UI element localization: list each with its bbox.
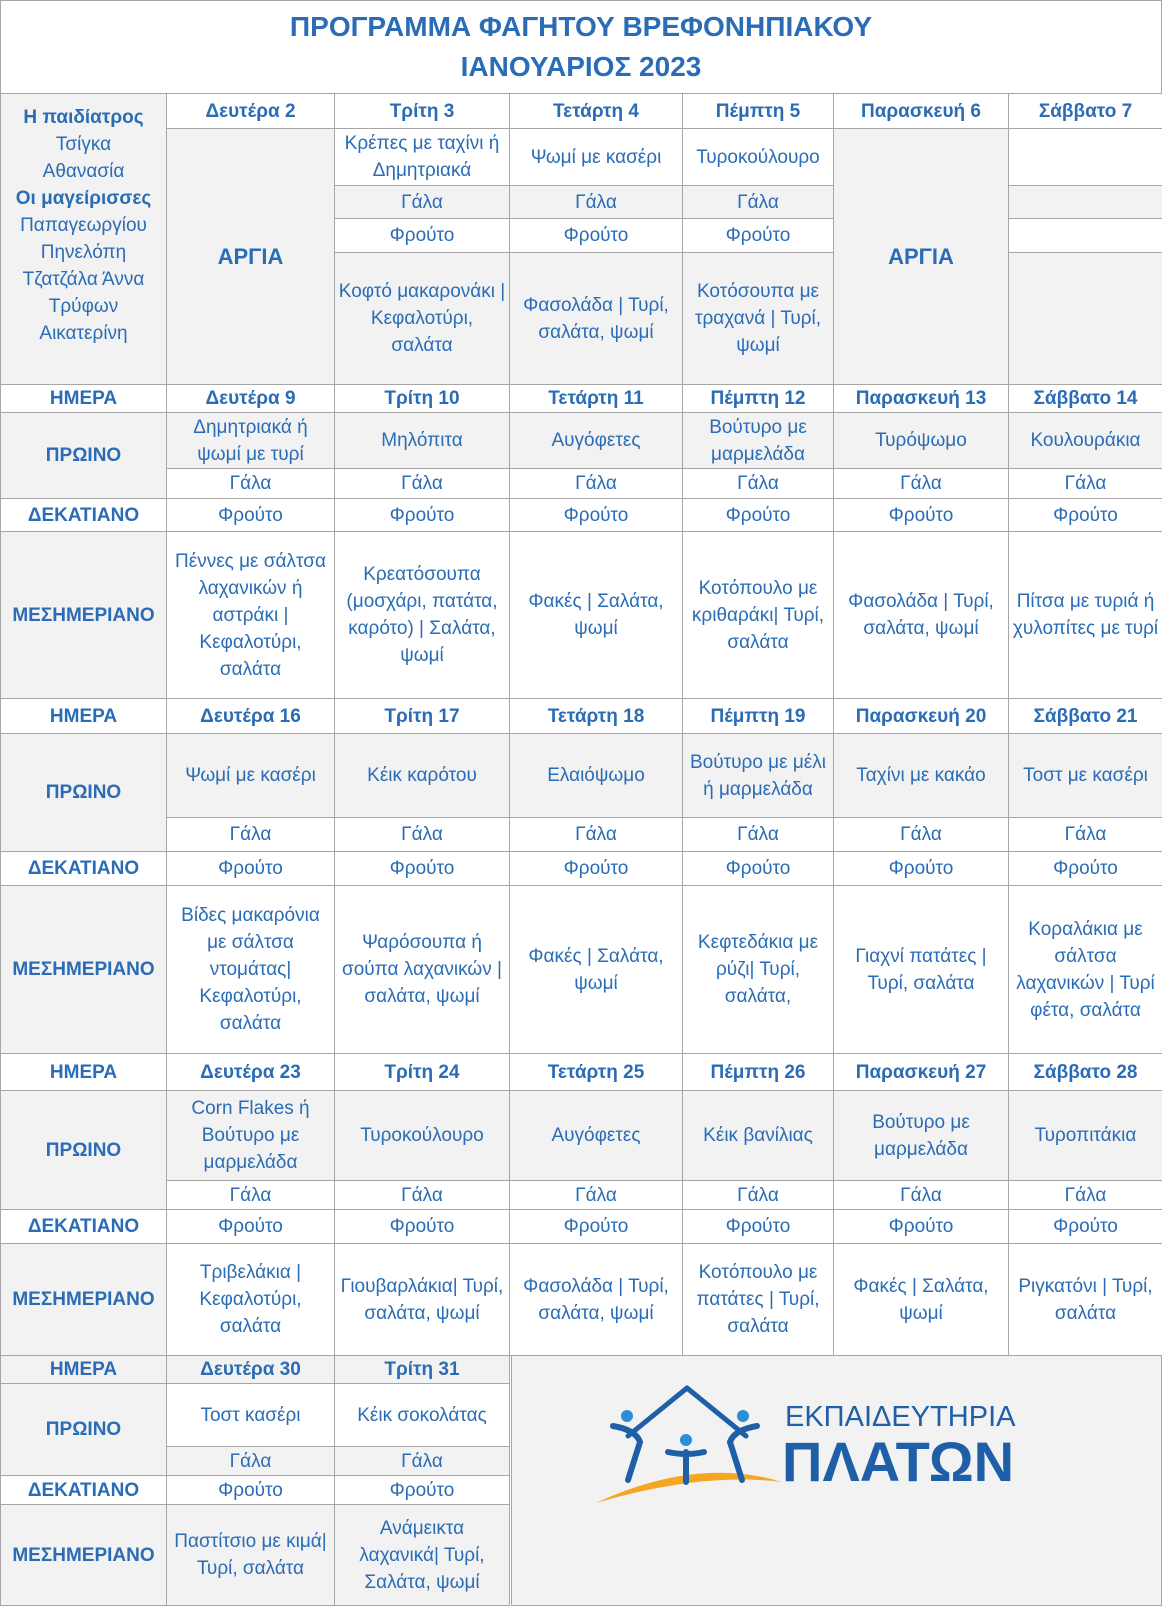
lunch-cell: Φασολάδα | Τυρί, σαλάτα, ψωμί	[509, 1243, 683, 1356]
row-label-breakfast: ΠΡΩΙΝΟ	[0, 1090, 167, 1210]
day-header: Τρίτη 3	[334, 93, 510, 129]
fruit-cell: Φρούτο	[833, 1209, 1009, 1244]
breakfast-cell: Τυροκούλουρο	[682, 128, 834, 186]
lunch-cell: Φασολάδα | Τυρί, σαλάτα, ψωμί	[833, 531, 1009, 699]
logo-figures-icon	[613, 1410, 757, 1482]
milk-cell: Γάλα	[833, 1180, 1009, 1210]
breakfast-cell: Ψωμί με κασέρι	[509, 128, 683, 186]
fruit-cell: Φρούτο	[166, 498, 335, 532]
staff-line: Πηνελόπη	[40, 242, 127, 263]
milk-cell: Γάλα	[334, 468, 510, 499]
breakfast-cell: Τοστ με κασέρι	[1008, 733, 1162, 818]
logo-roof-icon	[628, 1388, 746, 1436]
day-header: Τετάρτη 25	[509, 1053, 683, 1091]
milk-cell: Γάλα	[334, 1180, 510, 1210]
staff-line: Τζατζάλα Άννα	[22, 269, 145, 290]
day-header: Σάββατο 14	[1008, 384, 1162, 413]
row-label-day: ΗΜΕΡΑ	[0, 1053, 167, 1091]
fruit-cell: Φρούτο	[1008, 851, 1162, 886]
lunch-cell: Γιαχνί πατάτες | Τυρί, σαλάτα	[833, 885, 1009, 1054]
title-line-1: ΠΡΟΓΡΑΜΜΑ ΦΑΓΗΤΟΥ ΒΡΕΦΟΝΗΠΙΑΚΟΥ	[289, 11, 873, 42]
day-header: Σάββατο 7	[1008, 93, 1162, 129]
milk-cell: Γάλα	[509, 1180, 683, 1210]
day-header: Δευτέρα 23	[166, 1053, 335, 1091]
milk-cell: Γάλα	[334, 817, 510, 852]
row-label-snack: ΔΕΚΑΤΙΑΝΟ	[0, 498, 167, 532]
milk-cell: Γάλα	[833, 817, 1009, 852]
fruit-cell: Φρούτο	[166, 851, 335, 886]
fruit-cell: Φρούτο	[833, 498, 1009, 532]
breakfast-cell: Κουλουράκια	[1008, 412, 1162, 469]
breakfast-cell: Βούτυρο με μαρμελάδα	[682, 412, 834, 469]
row-label-snack: ΔΕΚΑΤΙΑΝΟ	[0, 851, 167, 886]
row-label-snack: ΔΕΚΑΤΙΑΝΟ	[0, 1209, 167, 1244]
fruit-cell: Φρούτο	[334, 851, 510, 886]
lunch-cell: Κρεατόσουπα (μοσχάρι, πατάτα, καρότο) | Σαλάτα, ψωμί	[334, 531, 510, 699]
lunch-cell: Φακές | Σαλάτα, ψωμί	[509, 531, 683, 699]
fruit-cell: Φρούτο	[682, 1209, 834, 1244]
lunch-cell: Γιουβαρλάκια| Τυρί, σαλάτα, ψωμί	[334, 1243, 510, 1356]
breakfast-cell: Ταχίνι με κακάο	[833, 733, 1009, 818]
day-header: Πέμπτη 12	[682, 384, 834, 413]
fruit-cell: Φρούτο	[682, 218, 834, 253]
breakfast-cell: Τυρόψωμο	[833, 412, 1009, 469]
milk-cell: Γάλα	[509, 185, 683, 219]
breakfast-cell: Ελαιόψωμο	[509, 733, 683, 818]
fruit-cell: Φρούτο	[509, 218, 683, 253]
fruit-cell: Φρούτο	[166, 1475, 335, 1505]
empty-cell	[1008, 185, 1162, 219]
breakfast-cell: Τυροκούλουρο	[334, 1090, 510, 1181]
milk-cell: Γάλα	[334, 185, 510, 219]
day-header: Δευτέρα 16	[166, 698, 335, 734]
day-header: Σάββατο 21	[1008, 698, 1162, 734]
breakfast-cell: Τυροπιτάκια	[1008, 1090, 1162, 1181]
day-header: Τετάρτη 11	[509, 384, 683, 413]
milk-cell: Γάλα	[334, 1446, 510, 1476]
logo-line-2: ΠΛΑΤΩΝ	[782, 1430, 1015, 1493]
fruit-cell: Φρούτο	[833, 851, 1009, 886]
day-header: Δευτέρα 9	[166, 384, 335, 413]
holiday-cell: ΑΡΓΙΑ	[166, 128, 335, 385]
title-line-2: ΙΑΝΟΥΑΡΙΟΣ 2023	[460, 51, 702, 82]
staff-line: Η παιδίατρος	[23, 107, 144, 128]
fruit-cell: Φρούτο	[334, 1209, 510, 1244]
day-header: Τετάρτη 4	[509, 93, 683, 129]
lunch-cell: Ψαρόσουπα ή σούπα λαχανικών | σαλάτα, ψωμί	[334, 885, 510, 1054]
lunch-cell: Ριγκατόνι | Τυρί, σαλάτα	[1008, 1243, 1162, 1356]
breakfast-cell: Κρέπες με ταχίνι ή Δημητριακά	[334, 128, 510, 186]
day-header: Δευτέρα 30	[166, 1355, 335, 1384]
breakfast-cell: Δημητριακά ή ψωμί με τυρί	[166, 412, 335, 469]
staff-line: Αικατερίνη	[39, 323, 128, 344]
staff-line: Αθανασία	[42, 161, 125, 182]
milk-cell: Γάλα	[1008, 817, 1162, 852]
day-header: Παρασκευή 27	[833, 1053, 1009, 1091]
milk-cell: Γάλα	[1008, 468, 1162, 499]
day-header: Πέμπτη 19	[682, 698, 834, 734]
lunch-cell: Βίδες μακαρόνια με σάλτσα ντομάτας| Κεφαλοτύρι, σαλάτα	[166, 885, 335, 1054]
page-title	[0, 0, 1162, 93]
breakfast-cell: Βούτυρο με μαρμελάδα	[833, 1090, 1009, 1181]
breakfast-cell: Corn Flakes ή Βούτυρο με μαρμελάδα	[166, 1090, 335, 1181]
day-header: Τρίτη 10	[334, 384, 510, 413]
holiday-cell: ΑΡΓΙΑ	[833, 128, 1009, 385]
milk-cell: Γάλα	[682, 185, 834, 219]
lunch-cell: Ανάμεικτα λαχανικά| Τυρί, Σαλάτα, ψωμί	[334, 1504, 510, 1606]
fruit-cell: Φρούτο	[166, 1209, 335, 1244]
day-header: Παρασκευή 6	[833, 93, 1009, 129]
staff-line: Παπαγεωργίου	[20, 215, 147, 236]
fruit-cell: Φρούτο	[1008, 1209, 1162, 1244]
fruit-cell: Φρούτο	[334, 498, 510, 532]
lunch-cell: Φακές | Σαλάτα, ψωμί	[509, 885, 683, 1054]
milk-cell: Γάλα	[509, 817, 683, 852]
day-header: Δευτέρα 2	[166, 93, 335, 129]
staff-panel	[0, 93, 167, 385]
staff-line: Τρύφων	[48, 296, 119, 317]
row-label-day: ΗΜΕΡΑ	[0, 384, 167, 413]
fruit-cell: Φρούτο	[334, 1475, 510, 1505]
logo-line-1: ΕΚΠΑΙΔΕΥΤΗΡΙΑ	[785, 1401, 1016, 1433]
empty-cell	[1008, 218, 1162, 253]
breakfast-cell: Τοστ κασέρι	[166, 1383, 335, 1447]
row-label-lunch: ΜΕΣΗΜΕΡΙΑΝΟ	[0, 531, 167, 699]
day-header: Τρίτη 17	[334, 698, 510, 734]
empty-cell	[1008, 252, 1162, 385]
milk-cell: Γάλα	[166, 468, 335, 499]
row-label-lunch: ΜΕΣΗΜΕΡΙΑΝΟ	[0, 1243, 167, 1356]
lunch-cell: Κοτόπουλο με πατάτες | Τυρί, σαλάτα	[682, 1243, 834, 1356]
fruit-cell: Φρούτο	[509, 851, 683, 886]
fruit-cell: Φρούτο	[1008, 498, 1162, 532]
lunch-cell: Κοφτό μακαρονάκι | Κεφαλοτύρι, σαλάτα	[334, 252, 510, 385]
milk-cell: Γάλα	[509, 468, 683, 499]
row-label-day: ΗΜΕΡΑ	[0, 1355, 167, 1384]
lunch-cell: Κοραλάκια με σάλτσα λαχανικών | Τυρί φέτα, σαλάτα	[1008, 885, 1162, 1054]
lunch-cell: Παστίτσιο με κιμά| Τυρί, σαλάτα	[166, 1504, 335, 1606]
day-header: Παρασκευή 13	[833, 384, 1009, 413]
lunch-cell: Φακές | Σαλάτα, ψωμί	[833, 1243, 1009, 1356]
breakfast-cell: Κέικ σοκολάτας	[334, 1383, 510, 1447]
fruit-cell: Φρούτο	[509, 1209, 683, 1244]
breakfast-cell: Μηλόπιτα	[334, 412, 510, 469]
row-label-breakfast: ΠΡΩΙΝΟ	[0, 412, 167, 499]
breakfast-cell: Αυγόφετες	[509, 1090, 683, 1181]
milk-cell: Γάλα	[833, 468, 1009, 499]
lunch-cell: Κοτόπουλο με κριθαράκι| Τυρί, σαλάτα	[682, 531, 834, 699]
day-header: Πέμπτη 26	[682, 1053, 834, 1091]
milk-cell: Γάλα	[166, 817, 335, 852]
breakfast-cell: Κέικ βανίλιας	[682, 1090, 834, 1181]
day-header: Τρίτη 31	[334, 1355, 510, 1384]
staff-line: Οι μαγείρισσες	[15, 188, 152, 209]
breakfast-cell: Βούτυρο με μέλι ή μαρμελάδα	[682, 733, 834, 818]
breakfast-cell: Ψωμί με κασέρι	[166, 733, 335, 818]
milk-cell: Γάλα	[682, 468, 834, 499]
fruit-cell: Φρούτο	[509, 498, 683, 532]
fruit-cell: Φρούτο	[682, 851, 834, 886]
platon-logo	[512, 1356, 1162, 1607]
row-label-snack: ΔΕΚΑΤΙΑΝΟ	[0, 1475, 167, 1505]
lunch-cell: Τριβελάκια | Κεφαλοτύρι, σαλάτα	[166, 1243, 335, 1356]
empty-cell	[1008, 128, 1162, 186]
lunch-cell: Κοτόσουπα με τραχανά | Τυρί, ψωμί	[682, 252, 834, 385]
staff-line: Τσίγκα	[55, 134, 112, 155]
day-header: Τετάρτη 18	[509, 698, 683, 734]
breakfast-cell: Κέικ καρότου	[334, 733, 510, 818]
logo-area	[511, 1355, 1162, 1606]
row-label-lunch: ΜΕΣΗΜΕΡΙΑΝΟ	[0, 885, 167, 1054]
lunch-cell: Πίτσα με τυριά ή χυλοπίτες με τυρί	[1008, 531, 1162, 699]
day-header: Πέμπτη 5	[682, 93, 834, 129]
day-header: Σάββατο 28	[1008, 1053, 1162, 1091]
row-label-lunch: ΜΕΣΗΜΕΡΙΑΝΟ	[0, 1504, 167, 1606]
milk-cell: Γάλα	[166, 1446, 335, 1476]
milk-cell: Γάλα	[1008, 1180, 1162, 1210]
lunch-cell: Πέννες με σάλτσα λαχανικών ή αστράκι | Κεφαλοτύρι, σαλάτα	[166, 531, 335, 699]
fruit-cell: Φρούτο	[682, 498, 834, 532]
fruit-cell: Φρούτο	[334, 218, 510, 253]
row-label-day: ΗΜΕΡΑ	[0, 698, 167, 734]
day-header: Παρασκευή 20	[833, 698, 1009, 734]
lunch-cell: Φασολάδα | Τυρί, σαλάτα, ψωμί	[509, 252, 683, 385]
breakfast-cell: Αυγόφετες	[509, 412, 683, 469]
milk-cell: Γάλα	[682, 817, 834, 852]
milk-cell: Γάλα	[682, 1180, 834, 1210]
row-label-breakfast: ΠΡΩΙΝΟ	[0, 733, 167, 852]
milk-cell: Γάλα	[166, 1180, 335, 1210]
day-header: Τρίτη 24	[334, 1053, 510, 1091]
lunch-cell: Κεφτεδάκια με ρύζι| Τυρί, σαλάτα,	[682, 885, 834, 1054]
row-label-breakfast: ΠΡΩΙΝΟ	[0, 1383, 167, 1476]
